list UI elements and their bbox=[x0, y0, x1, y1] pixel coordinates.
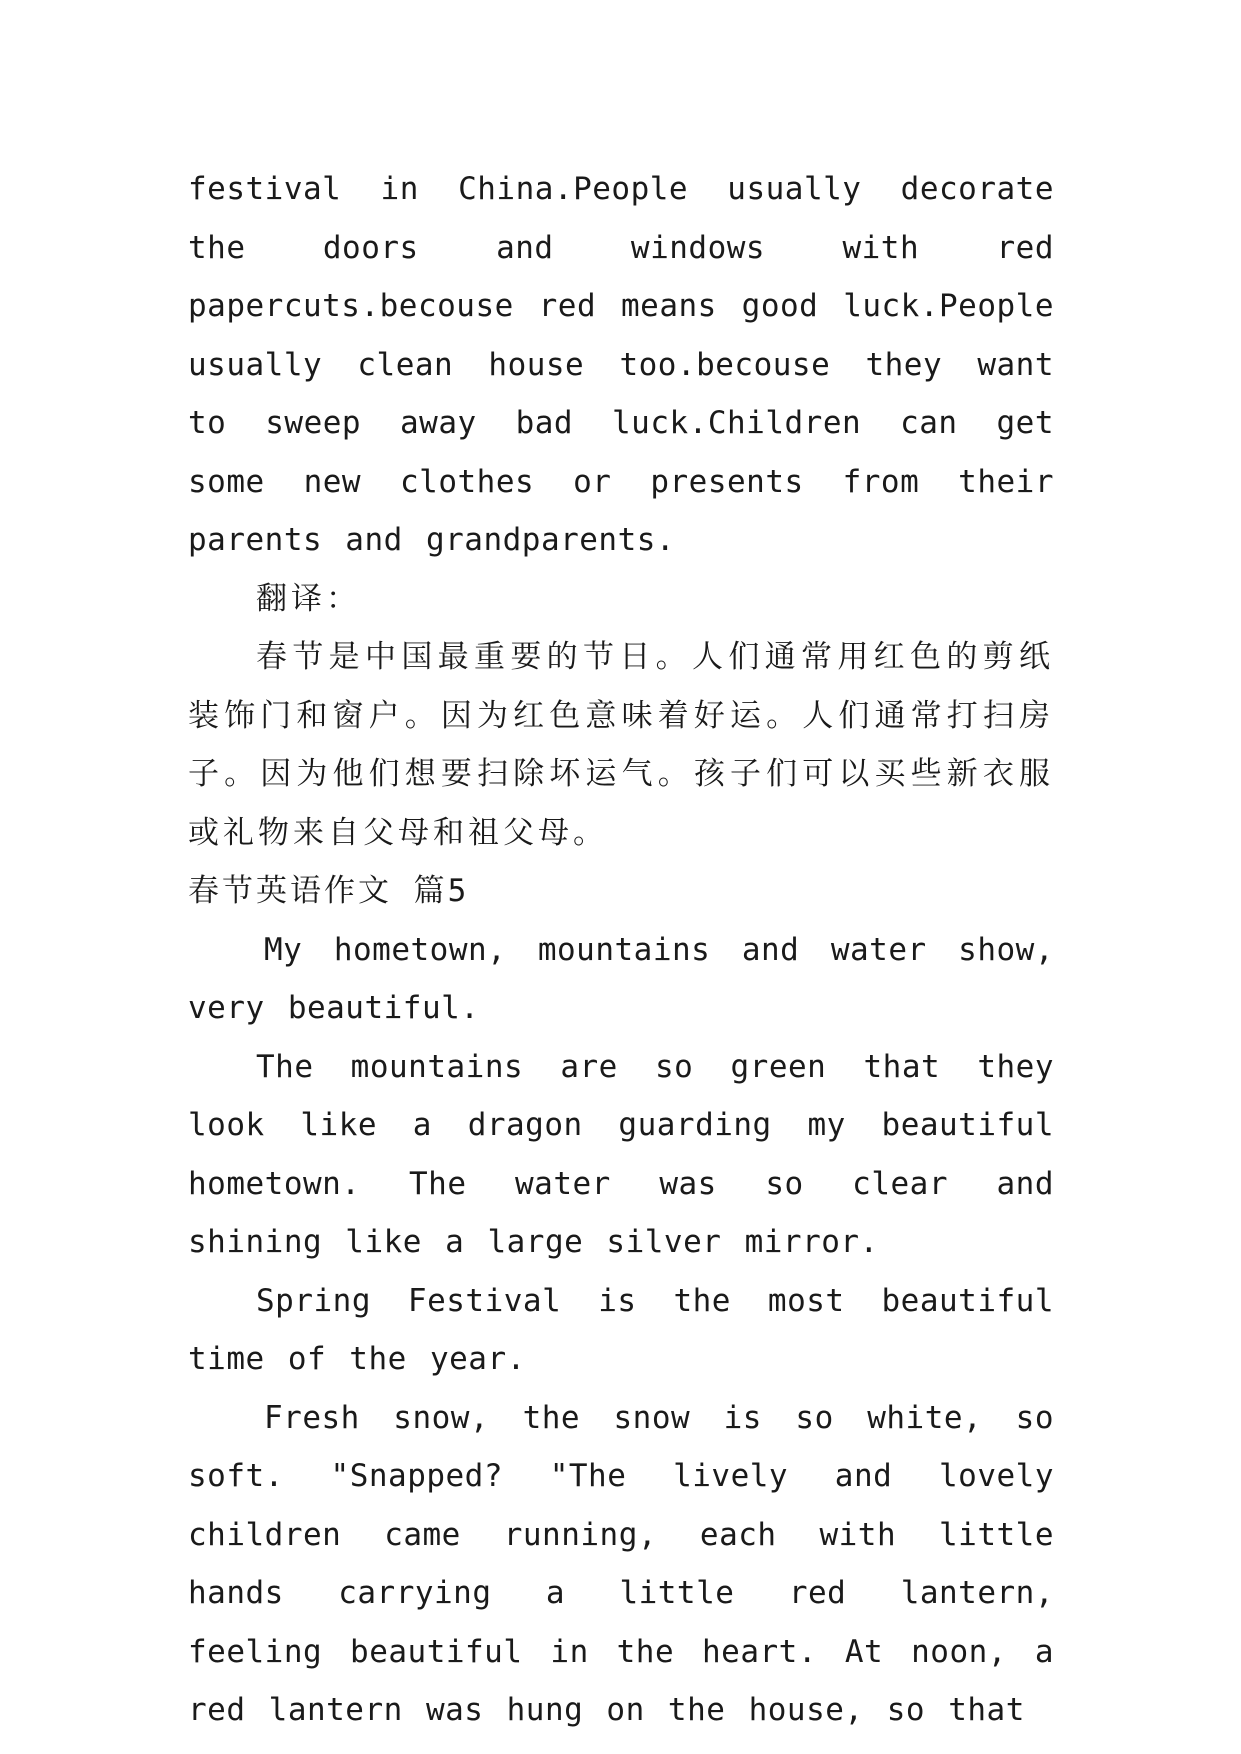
paragraph-hometown: My hometown, mountains and water show, very beautiful. bbox=[188, 931, 1054, 1026]
paragraph-spring-festival-time: Spring Festival is the most beautiful time of the year. bbox=[188, 1282, 1054, 1377]
paragraph-festival-customs: festival in China.People usually decorate the doors and windows with red papercuts.becouse red means good luck.People usually clean house too.becouse they want to sweep away bad luck.Children can get some new clothes or presents from their parents and grandparents. bbox=[188, 171, 1054, 558]
translation-label: 翻译： bbox=[256, 580, 361, 617]
paragraph-chinese-translation: 春节是中国最重要的节日。人们通常用红色的剪纸装饰门和窗户。因为红色意味着好运。人们通常打扫房子。因为他们想要扫除坏运气。孩子们可以买些新衣服或礼物来自父母和祖父母。 bbox=[188, 639, 1054, 851]
document-body bbox=[188, 160, 1054, 1740]
section-heading: 春节英语作文 篇5 bbox=[188, 873, 470, 909]
paragraph-fresh-snow: Fresh snow, the snow is so white, so soft. "Snapped? "The lively and lovely children came running, each with little hands carrying a little red lantern, feeling beautiful in the heart. At noon, a red lantern was hung on the house, so that bbox=[188, 1399, 1054, 1728]
paragraph-mountains-water: The mountains are so green that they look like a dragon guarding my beautiful hometown. The water was so clear and shining like a large silver mirror. bbox=[188, 1048, 1054, 1260]
